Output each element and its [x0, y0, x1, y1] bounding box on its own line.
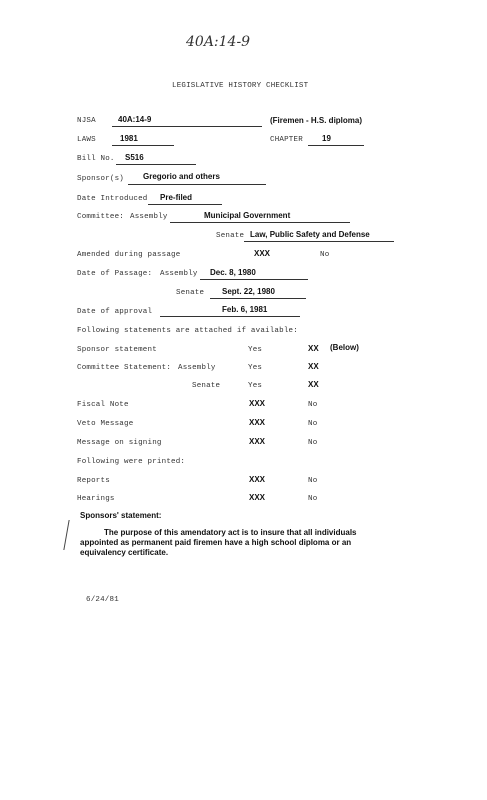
- passage-label: Date of Passage:: [77, 270, 153, 278]
- attached-heading: Following statements are attached if available:: [77, 327, 298, 335]
- passage-assembly-label: Assembly: [160, 270, 198, 278]
- chapter-label: CHAPTER: [270, 136, 303, 144]
- document-title: LEGISLATIVE HISTORY CHECKLIST: [172, 82, 309, 90]
- committee-label: Committee:: [77, 213, 125, 221]
- reports-no: No: [308, 477, 318, 485]
- veto-message-yes-strikeout: XXX: [249, 418, 266, 427]
- committee-statement-label: Committee Statement:: [77, 364, 172, 372]
- hearings-label: Hearings: [77, 495, 115, 503]
- signing-message-yes-strikeout: XXX: [249, 437, 266, 446]
- committee-senate-underline: [244, 241, 394, 242]
- committee-assembly-label: Assembly: [130, 213, 168, 221]
- statement-line-3: equivalency certificate.: [80, 548, 169, 557]
- committee-statement-senate: Senate: [192, 382, 221, 390]
- committee-statement-senate-yes: Yes: [248, 382, 263, 390]
- margin-mark: [63, 520, 72, 550]
- sponsor-statement-note: (Below): [330, 343, 359, 352]
- fiscal-note-no: No: [308, 401, 318, 409]
- passage-assembly-underline: [200, 279, 308, 280]
- bill-value: S516: [125, 153, 144, 162]
- passage-senate-label: Senate: [176, 289, 205, 297]
- committee-statement-senate-strikeout: XX: [308, 380, 319, 389]
- reports-yes-strikeout: XXX: [249, 475, 266, 484]
- approval-underline: [160, 316, 300, 317]
- approval-label: Date of approval: [77, 308, 153, 316]
- fiscal-note-label: Fiscal Note: [77, 401, 129, 409]
- date-introduced-underline: [148, 204, 222, 205]
- passage-senate-value: Sept. 22, 1980: [222, 287, 275, 296]
- sponsors-value: Gregorio and others: [143, 172, 220, 181]
- date-introduced-value: Pre-filed: [160, 193, 193, 202]
- committee-statement-assembly: Assembly: [178, 364, 216, 372]
- chapter-value: 19: [322, 134, 331, 143]
- bill-underline: [116, 164, 196, 165]
- amended-yes-strikeout: XXX: [254, 249, 271, 258]
- chapter-underline: [308, 145, 364, 146]
- veto-message-label: Veto Message: [77, 420, 134, 428]
- committee-senate-label: Senate: [216, 232, 245, 240]
- sponsors-statement-heading: Sponsors' statement:: [80, 511, 162, 520]
- laws-underline: [112, 145, 174, 146]
- sponsors-label: Sponsor(s): [77, 175, 125, 183]
- signing-message-label: Message on signing: [77, 439, 162, 447]
- passage-assembly-value: Dec. 8, 1980: [210, 268, 256, 277]
- njsa-underline: [112, 126, 262, 127]
- footer-date: 6/24/81: [86, 596, 119, 604]
- veto-message-no: No: [308, 420, 318, 428]
- committee-statement-assembly-yes: Yes: [248, 364, 263, 372]
- fiscal-note-yes-strikeout: XXX: [249, 399, 266, 408]
- committee-senate-value: Law, Public Safety and Defense: [250, 230, 370, 239]
- sponsor-statement-label: Sponsor statement: [77, 346, 157, 354]
- signing-message-no: No: [308, 439, 318, 447]
- approval-value: Feb. 6, 1981: [222, 305, 268, 314]
- passage-senate-underline: [210, 298, 306, 299]
- laws-value: 1981: [120, 134, 138, 143]
- date-introduced-label: Date Introduced: [77, 195, 148, 203]
- printed-heading: Following were printed:: [77, 458, 186, 466]
- reports-label: Reports: [77, 477, 110, 485]
- statement-line-2: appointed as permanent paid firemen have a high school diploma or an: [80, 538, 352, 547]
- sponsor-statement-no-strikeout: XX: [308, 344, 319, 353]
- njsa-value: 40A:14-9: [118, 115, 152, 124]
- amended-no: No: [320, 251, 330, 259]
- hearings-no: No: [308, 495, 318, 503]
- committee-statement-assembly-strikeout: XX: [308, 362, 319, 371]
- hearings-yes-strikeout: XXX: [249, 493, 266, 502]
- handwritten-reference: 40A:14-9: [186, 34, 251, 50]
- statement-line-1: The purpose of this amendatory act is to insure that all individuals: [104, 528, 357, 537]
- njsa-label: NJSA: [77, 117, 96, 125]
- njsa-subject: (Firemen - H.S. diploma): [270, 116, 363, 125]
- sponsors-underline: [128, 184, 266, 185]
- bill-label: Bill No.: [77, 155, 115, 163]
- committee-assembly-underline: [170, 222, 350, 223]
- sponsor-statement-yes: Yes: [248, 346, 263, 354]
- laws-label: LAWS: [77, 136, 96, 144]
- amended-label: Amended during passage: [77, 251, 181, 259]
- committee-assembly-value: Municipal Government: [204, 211, 291, 220]
